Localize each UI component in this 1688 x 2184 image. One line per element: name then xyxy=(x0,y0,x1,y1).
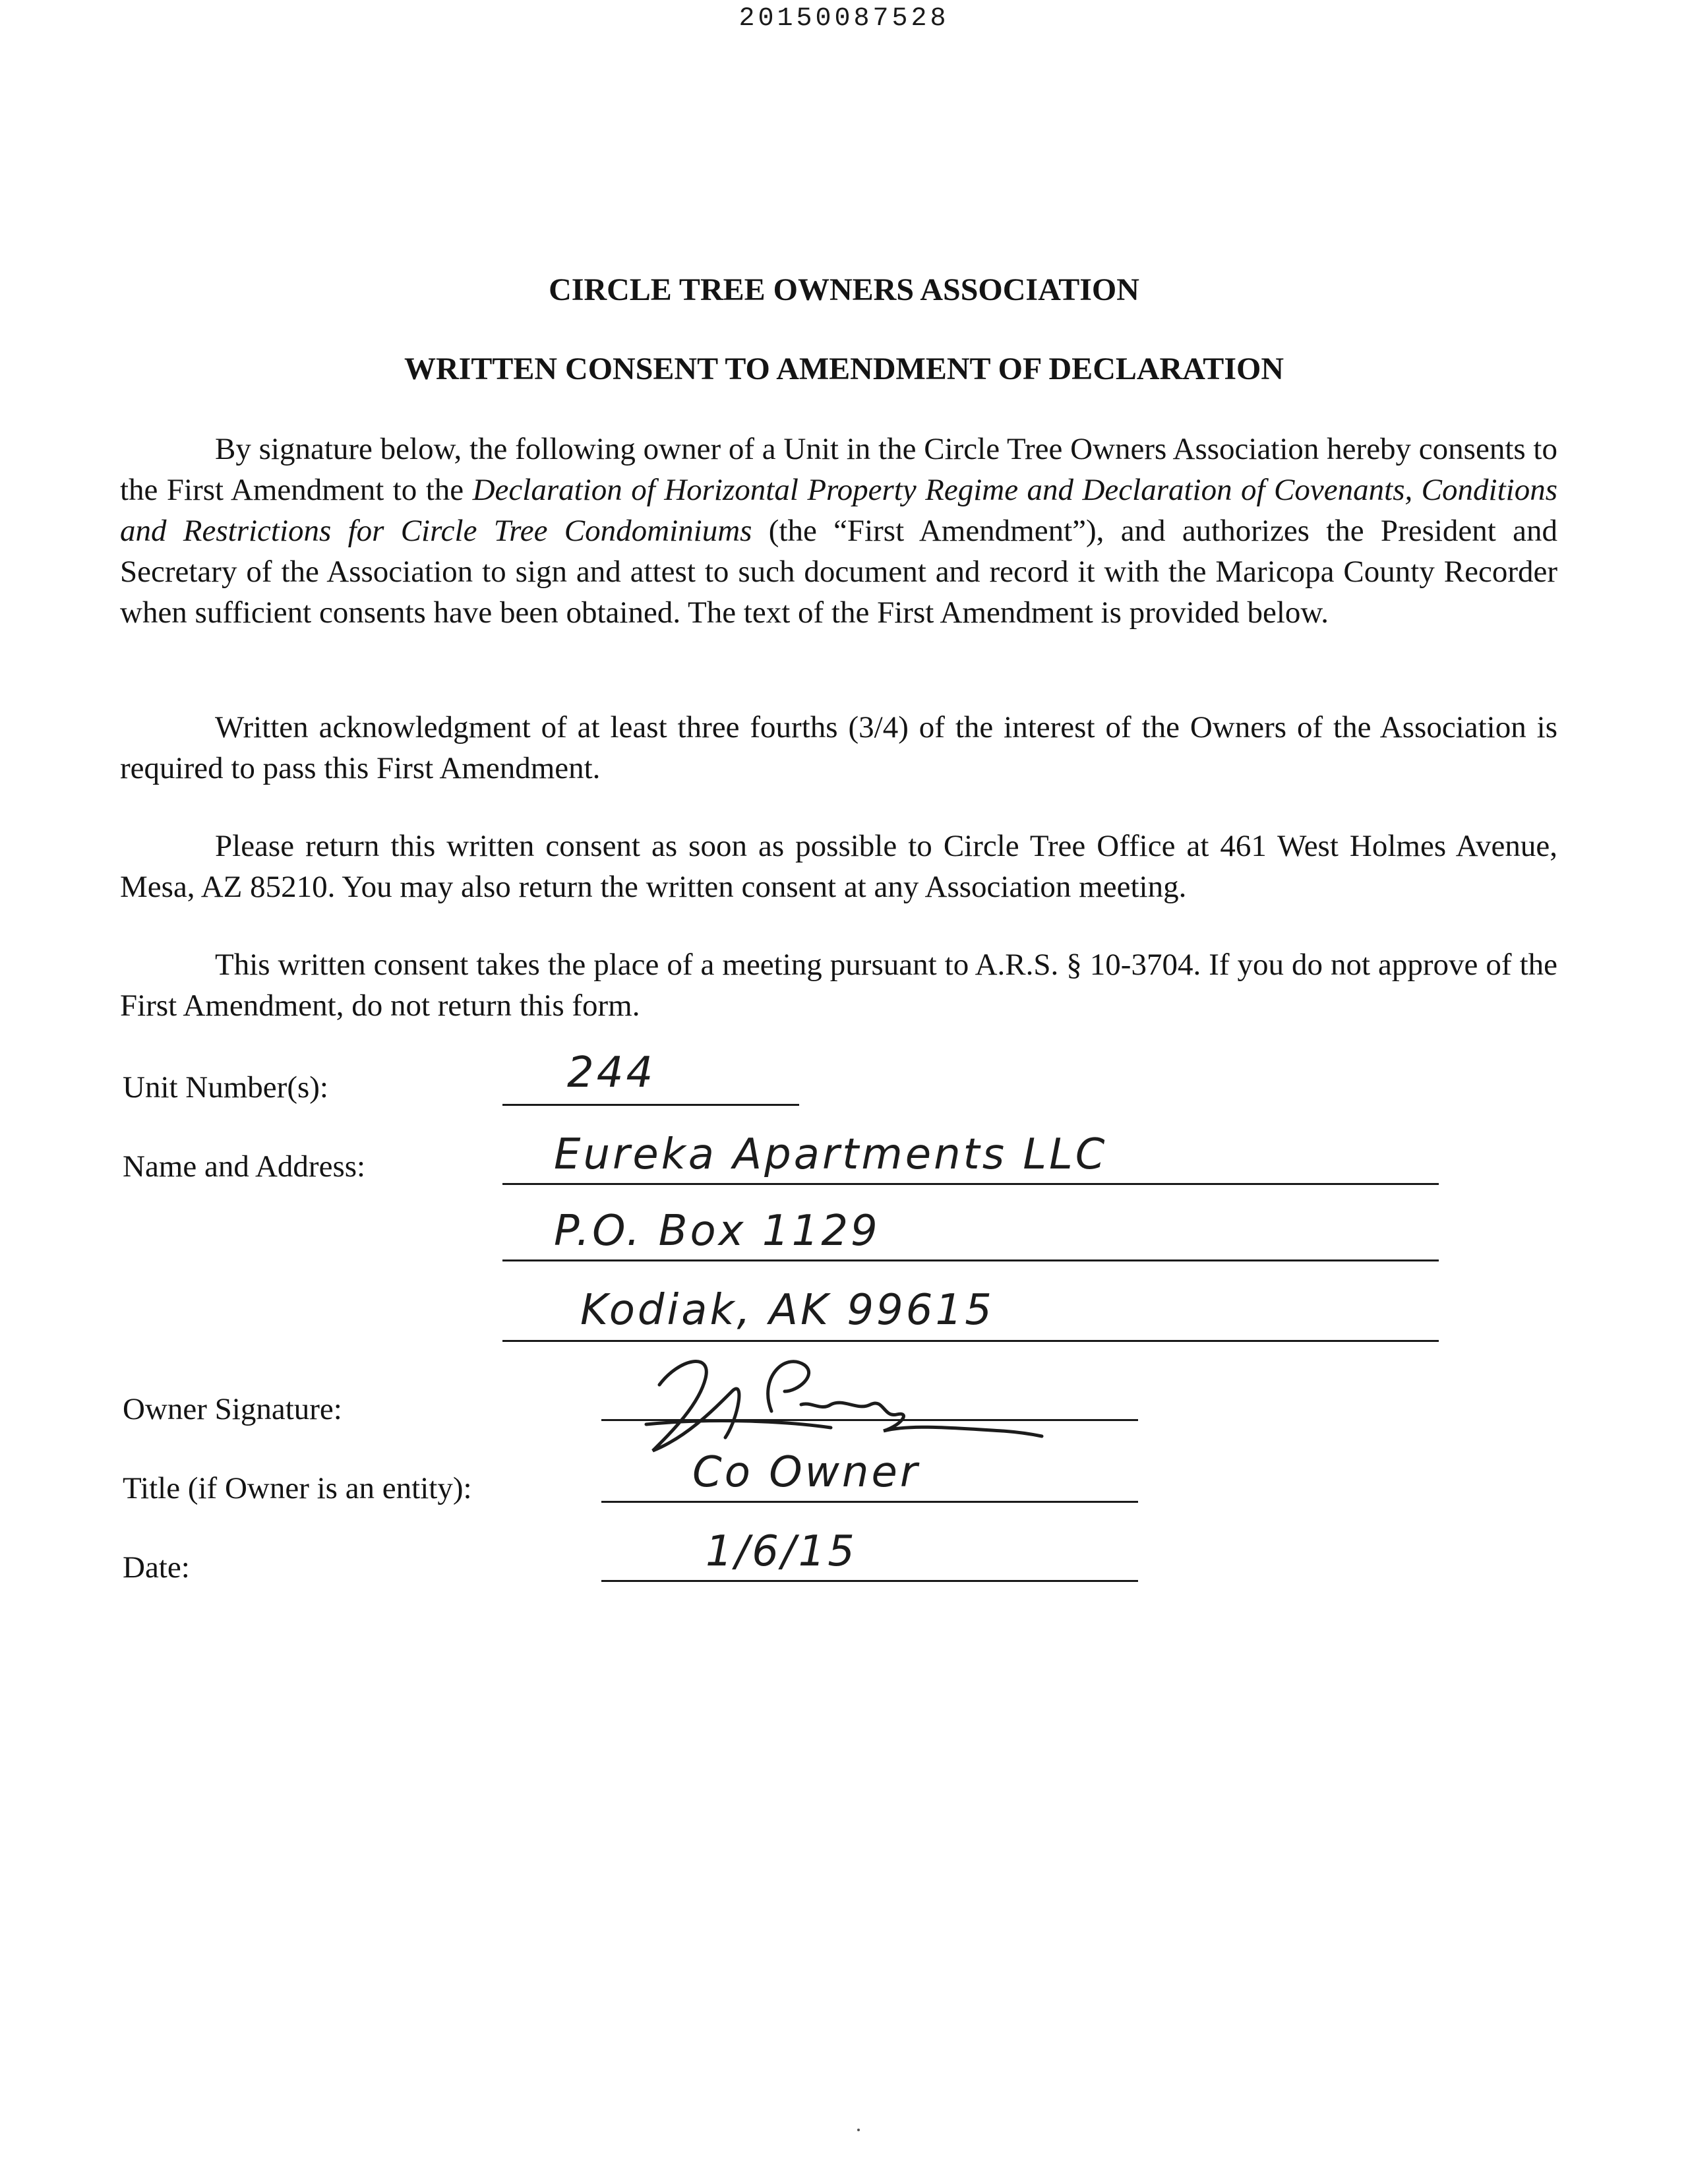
paragraph-acknowledgment-text: Written acknowledgment of at least three fourths (3/4) of the interest of the Owners of the Association is required to pass this First Amendment. xyxy=(120,710,1557,785)
date-line xyxy=(601,1580,1138,1582)
scan-speck xyxy=(857,2129,860,2131)
title-label: Title (if Owner is an entity): xyxy=(123,1471,472,1505)
consent-title: WRITTEN CONSENT TO AMENDMENT OF DECLARATION xyxy=(404,351,1284,386)
name-address-line-1 xyxy=(502,1183,1439,1185)
unit-number-value: 244 xyxy=(567,1048,656,1097)
title-line xyxy=(601,1501,1138,1503)
paragraph-consent-text-2: (the “First Amendment”), and authorizes the President and Secretary of the Association to sign and attest to such document and record it with the Maricopa County Recorder when sufficient consents have been obtained. The text of the First Amendment is provided below. xyxy=(120,514,1557,630)
association-title: CIRCLE TREE OWNERS ASSOCIATION xyxy=(549,272,1139,307)
owner-signature-line xyxy=(601,1419,1138,1421)
date-value: 1/6/15 xyxy=(706,1527,857,1576)
paragraph-acknowledgment xyxy=(120,707,1557,789)
paragraph-meeting xyxy=(120,944,1557,1026)
unit-number-line xyxy=(502,1104,799,1106)
paragraph-return-text: Please return this written consent as soon as possible to Circle Tree Office at 461 West Holmes Avenue, Mesa, AZ 85210. You may also return the written consent at any Association meeting. xyxy=(120,829,1557,904)
declaration-title: Declaration of Horizontal Property Regime and Declaration of Covenants, Conditions and Restrictions for Circle Tree Condominiums xyxy=(120,473,1557,548)
document-number: 20150087528 xyxy=(738,4,950,34)
unit-number-label: Unit Number(s): xyxy=(123,1070,328,1105)
address-line-2: P.O. Box 1129 xyxy=(554,1207,880,1256)
title-value: Co Owner xyxy=(692,1448,920,1497)
name-address-line-2 xyxy=(502,1259,1439,1261)
paragraph-consent xyxy=(120,429,1557,633)
paragraph-return xyxy=(120,826,1557,907)
name-address-label: Name and Address: xyxy=(123,1149,366,1184)
paragraph-meeting-text: This written consent takes the place of a meeting pursuant to A.R.S. § 10-3704. If you do not approve of the First Amendment, do not return this form. xyxy=(120,948,1557,1023)
name-line-1: Eureka Apartments LLC xyxy=(554,1130,1108,1179)
address-line-3: Kodiak, AK 99615 xyxy=(580,1286,994,1335)
date-label: Date: xyxy=(123,1550,190,1585)
owner-signature-label: Owner Signature: xyxy=(123,1392,342,1426)
paragraph-consent-text-1: By signature below, the following owner of a Unit in the Circle Tree Owners Association hereby consents to the First Amendment to the xyxy=(120,432,1557,507)
